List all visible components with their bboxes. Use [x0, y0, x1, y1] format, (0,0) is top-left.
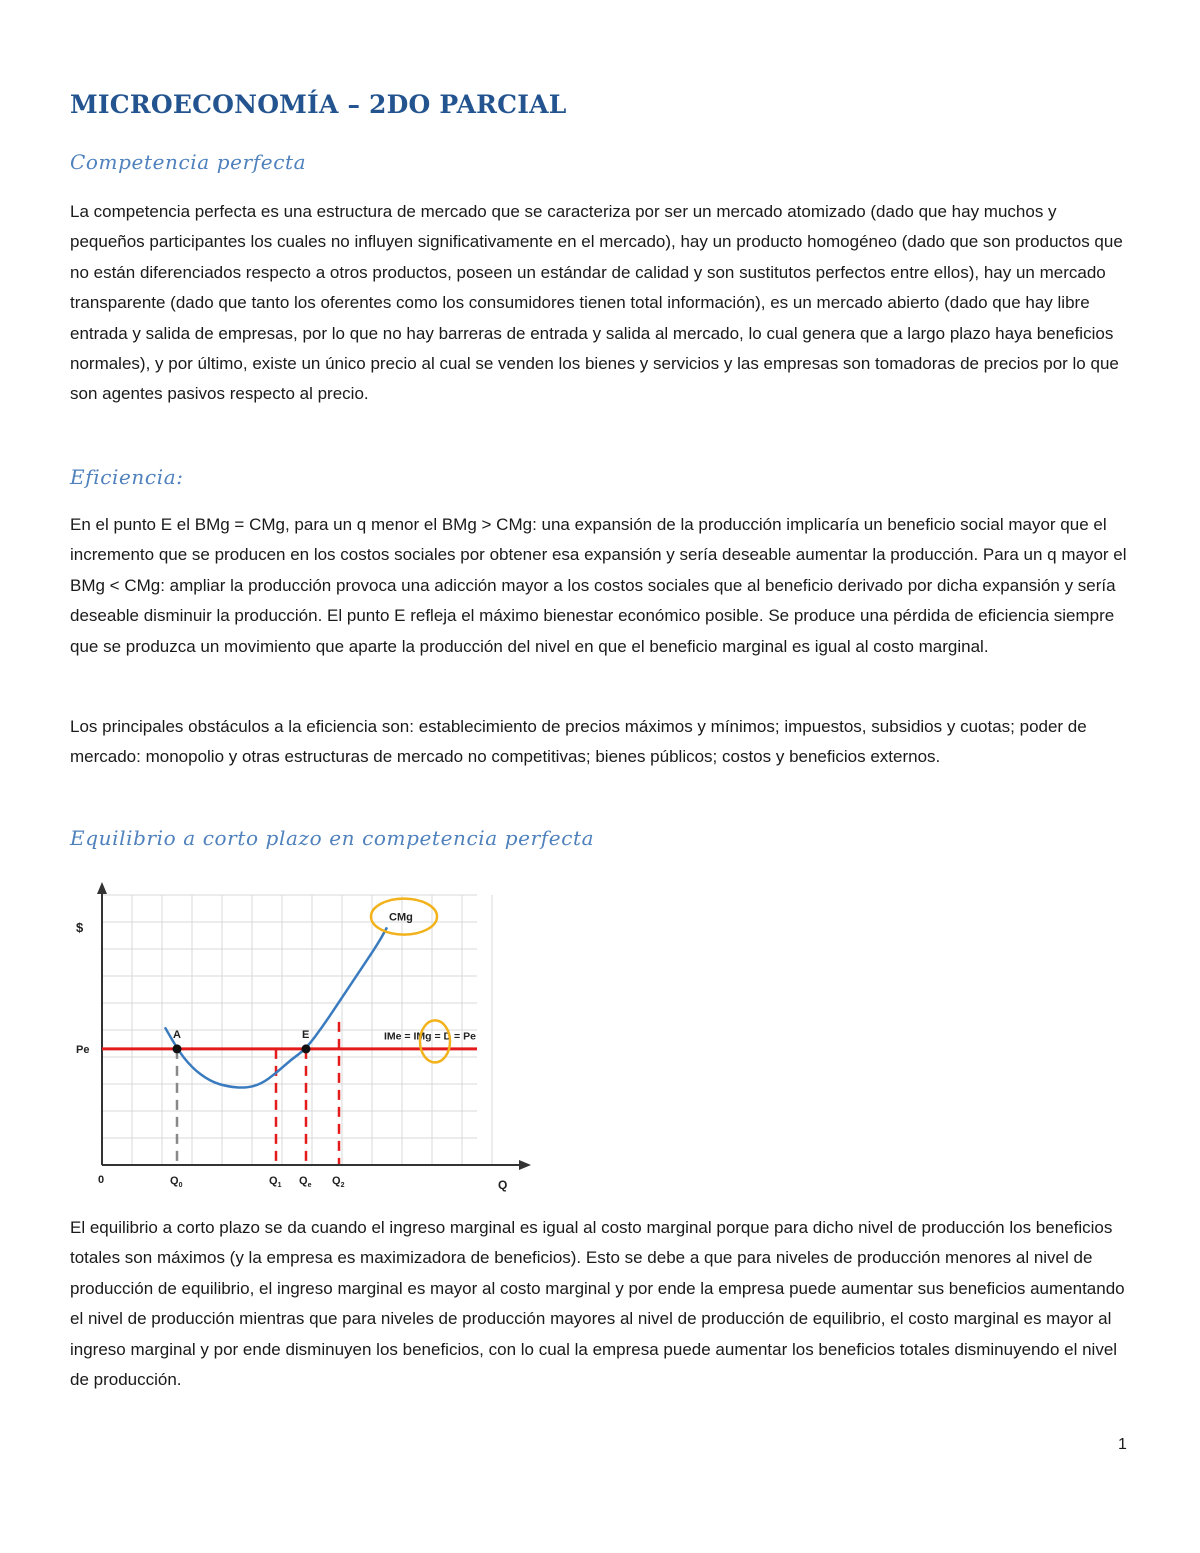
point-e	[302, 1044, 311, 1053]
page-number: 1	[1118, 1436, 1127, 1453]
y-axis-label: $	[76, 920, 84, 935]
point-label: E	[302, 1028, 310, 1041]
paragraph-eficiencia-1: En el punto E el BMg = CMg, para un q menor el BMg > CMg: una expansión de la producción implicaría un beneficio social mayor que el incremento que se producen en los costos sociales por obtener esa expansión y sería deseable aumentar la producción. Para un q mayor el BMg < CMg: ampliar la producción provoca una adicción mayor a los costos sociales que al beneficio derivado por dicha expansión y sería deseable disminuir la producción. El punto E refleja el máximo bienestar económico posible. Se produce una pérdida de eficiencia siempre que se produzca un movimiento que aparte la producción del nivel en que el beneficio marginal es igual al costo marginal.	[70, 515, 1127, 656]
demand-annotation-label: IMe = IMg = D = Pe	[384, 1030, 476, 1043]
x-tick-label: $Q_2$	[332, 1175, 345, 1189]
x-axis-label: Q	[498, 1178, 508, 1192]
series-cmg-line	[165, 927, 387, 1087]
x-tick-label: $Q_0$	[170, 1175, 183, 1189]
section-heading-eficiencia: Eficiencia:	[70, 465, 184, 489]
document-title: MICROECONOMÍA – 2DO PARCIAL	[70, 90, 567, 119]
origin-label: 0	[98, 1174, 105, 1186]
point-a	[173, 1044, 182, 1053]
paragraph-competencia-perfecta: La competencia perfecta es una estructura de mercado que se caracteriza por ser un mercado atomizado (dado que hay muchos y pequeños participantes los cuales no influyen significativamente en el mercado), hay un producto homogéneo (dado que son productos que no están diferenciados respecto a otros productos, poseen un estándar de calidad y son sustitutos perfectos entre ellos), hay un mercado transparente (dado que tanto los oferentes como los consumidores tienen total información), es un mercado abierto (dado que hay libre entrada y salida de empresas, por lo que no hay barreras de entrada y salida al mercado, lo cual genera que a largo plazo haya beneficios normales), y por último, existe un único precio al cual se venden los bienes y servicios y las empresas son tomadoras de precios por lo que son agentes pasivos respecto al precio.	[70, 202, 1123, 404]
y-tick-label: Pe	[76, 1043, 90, 1056]
paragraph-eficiencia-2: Los principales obstáculos a la eficiencia son: establecimiento de precios máximos y mínimos; impuestos, subsidios y cuotas; poder de mercado: monopolio y otras estructuras de mercado no competitivas; bienes públicos; costos y beneficios externos.	[70, 717, 1087, 767]
x-tick-label: $Q_1$	[269, 1175, 282, 1189]
section-heading-competencia-perfecta: Competencia perfecta	[70, 150, 307, 174]
section-heading-equilibrio: Equilibrio a corto plazo en competencia perfecta	[70, 826, 595, 850]
x-axis-arrow	[519, 1160, 531, 1170]
paragraph-equilibrio: El equilibrio a corto plazo se da cuando el ingreso marginal es igual al costo marginal porque para dicho nivel de producción los beneficios totales son máximos (y la empresa es maximizadora de beneficios). Esto se debe a que para niveles de producción menores al nivel de producción de equilibrio, el ingreso marginal es mayor al costo marginal y por ende la empresa puede aumentar sus beneficios aumentando el nivel de producción mientras que para niveles de producción mayores al nivel de producción de equilibrio, el costo marginal es mayor al ingreso marginal y por ende disminuyen los beneficios, con lo cual la empresa puede aumentar los beneficios totales disminuyendo el nivel de producción.	[70, 1218, 1125, 1390]
y-axis-arrow	[97, 882, 107, 894]
point-label: A	[173, 1028, 181, 1041]
x-tick-label: $Q_e$	[299, 1175, 312, 1189]
cmg-annotation-label: CMg	[389, 911, 413, 924]
equilibrium-chart	[70, 880, 540, 1200]
